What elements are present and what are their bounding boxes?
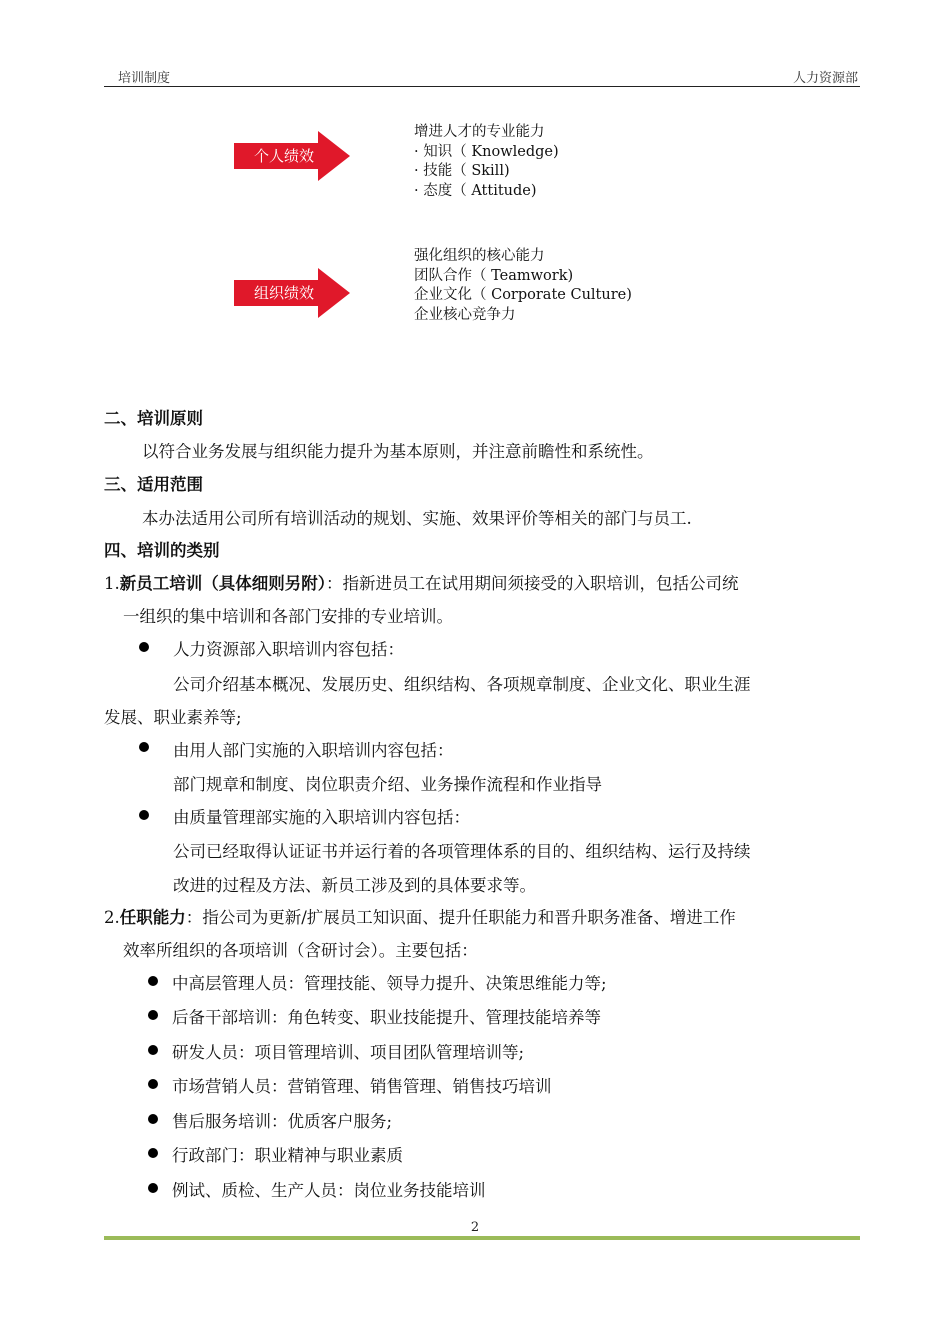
bullet-dot [148,1045,158,1055]
arrow-personal-performance [234,131,350,181]
item-text: ：指公司为更新/扩展员工知识面、提升任职能力和晋升职务准备、增进工作 [185,908,736,927]
item-bold-title: 任职能力 [119,908,186,927]
page-number: 2 [470,1220,480,1235]
section-heading: 二、培训原则 [104,409,203,428]
section-heading: 四、培训的类别 [104,541,220,560]
item-text: ：指新进员工在试用期间须接受的入职培训，包括公司统 [326,574,739,593]
item-1-line-1 [104,570,739,594]
bullet-dot [139,742,149,752]
bullet-text: 改进的过程及方法、新员工涉及到的具体要求等。 [173,876,536,895]
bullet-heading: 由质量管理部实施的入职培训内容包括： [173,808,470,827]
arrow-label: 个人绩效 [253,147,314,165]
bullet-text: 售后服务培训：优质客户服务; [172,1112,393,1131]
bullet-text: 发展、职业素养等; [104,708,242,727]
bullet-heading: 人力资源部入职培训内容包括： [173,640,404,659]
personal-performance-details [414,123,559,201]
detail-line: 强化组织的核心能力 [414,248,545,264]
bullet-text: 后备干部培训：角色转变、职业技能提升、管理技能培养等 [172,1008,601,1027]
bullet-dot [148,1183,158,1193]
bullet-dot [148,1010,158,1020]
detail-line: 团队合作（ Teamwork) [414,267,574,284]
bullet-dot [148,1148,158,1158]
arrow-label: 组织绩效 [253,284,314,302]
bullet-dot [148,976,158,986]
detail-line: 增进人才的专业能力 [414,124,545,140]
header-left-title: 培训制度 [118,71,171,86]
item-bold-title: 新员工培训（具体细则另附） [119,574,326,593]
item-1-line-2: 一组织的集中培训和各部门安排的专业培训。 [123,607,453,626]
header-right-department: 人力资源部 [792,71,858,86]
bullet-dot [139,642,149,652]
section-text: 本办法适用公司所有培训活动的规划、实施、效果评价等相关的部门与员工. [142,509,692,528]
item-2-line-1 [104,904,736,928]
bullet-text: 公司已经取得认证证书并运行着的各项管理体系的目的、组织结构、运行及持续 [173,842,751,861]
section-text: 以符合业务发展与组织能力提升为基本原则，并注意前瞻性和系统性。 [142,442,654,461]
bullet-text: 研发人员：项目管理培训、项目团队管理培训等; [172,1043,525,1062]
bullet-text: 例试、质检、生产人员：岗位业务技能培训 [172,1181,486,1200]
detail-line: · 知识（ Knowledge) [414,143,559,160]
item-number: 2. [104,908,120,927]
bullet-heading: 由用人部门实施的入职培训内容包括： [173,741,454,760]
bullet-dot [148,1079,158,1089]
item-2-line-2: 效率所组织的各项培训（含研讨会）。主要包括： [123,941,478,960]
organizational-performance-details [414,247,632,325]
bullet-text: 行政部门：职业精神与职业素质 [172,1146,403,1165]
detail-line: 企业文化（ Corporate Culture) [414,287,632,303]
bullet-text: 公司介绍基本概况、发展历史、组织结构、各项规章制度、企业文化、职业生涯 [173,675,751,694]
item-number: 1. [104,574,120,593]
detail-line: 企业核心竞争力 [414,306,516,323]
bullet-text: 中高层管理人员：管理技能、领导力提升、决策思维能力等; [172,974,607,993]
arrow-organizational-performance [234,268,350,318]
detail-line: · 态度（ Attitude) [414,182,537,199]
detail-line: · 技能（ Skill) [414,163,510,179]
section-heading: 三、适用范围 [104,475,203,494]
header-rule [104,86,860,87]
bullet-text: 部门规章和制度、岗位职责介绍、业务操作流程和作业指导 [173,775,602,794]
footer-rule [104,1236,860,1240]
bullet-text: 市场营销人员：营销管理、销售管理、销售技巧培训 [172,1077,552,1096]
bullet-dot [139,810,149,820]
bullet-dot [148,1114,158,1124]
